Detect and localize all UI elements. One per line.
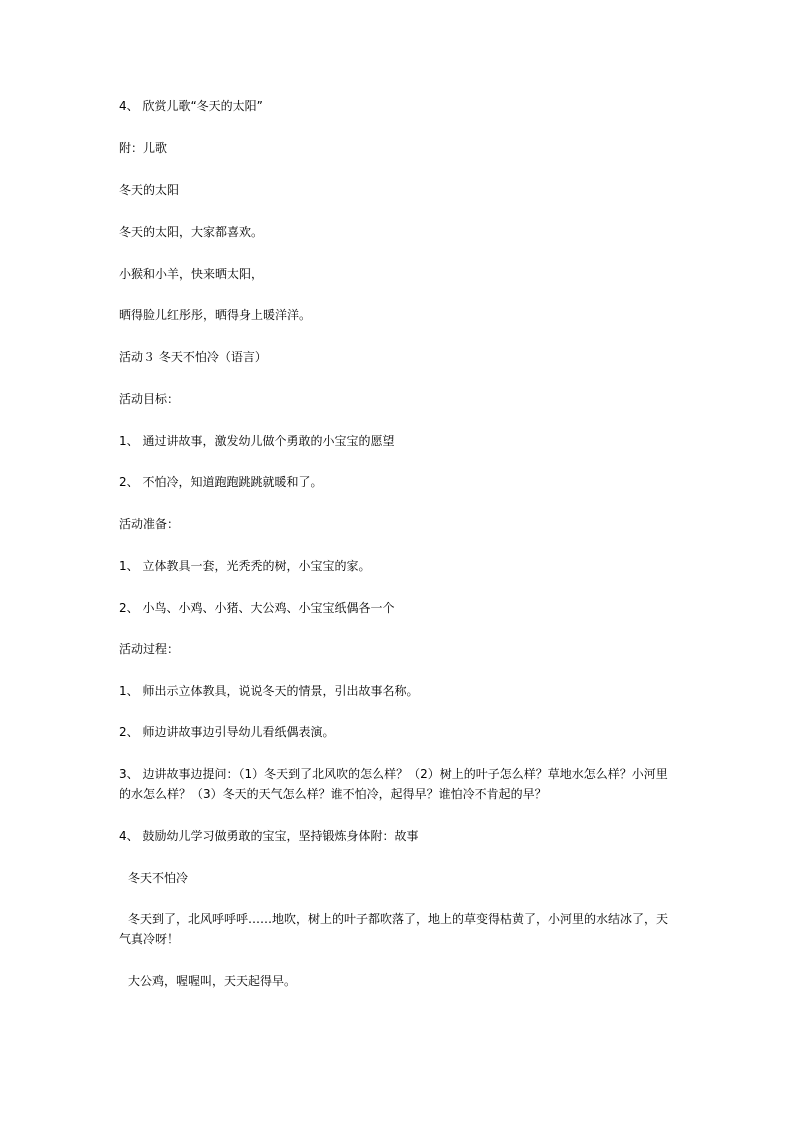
activity-title: 活动３ 冬天不怕冷（语言） — [119, 350, 267, 364]
appendix-label: 附：儿歌 — [119, 141, 168, 155]
poem-line-2: 小猴和小羊，快来晒太阳， — [119, 267, 264, 281]
poem-line-3: 晒得脸儿红彤彤，晒得身上暖洋洋。 — [119, 308, 312, 322]
poem-title: 冬天的太阳 — [119, 183, 180, 197]
section-goals: 活动目标： — [119, 392, 180, 406]
preparation-item-1: 1、 立体教具一套，光秃秃的树，小宝宝的家。 — [119, 559, 371, 573]
story-paragraph-1: 冬天到了，北风呼呼呼……地吹，树上的叶子都吹落了，地上的草变得枯黄了，小河里的水结冰了，天气真冷呀！ — [119, 912, 669, 946]
process-item-1: 1、 师出示立体教具，说说冬天的情景，引出故事名称。 — [119, 684, 419, 698]
goal-item-1: 1、 通过讲故事，激发幼儿做个勇敢的小宝宝的愿望 — [119, 434, 395, 448]
section-process: 活动过程： — [119, 642, 180, 656]
process-item-4: 4、 鼓励幼儿学习做勇敢的宝宝，坚持锻炼身体附：故事 — [119, 829, 419, 843]
preparation-item-2: 2、 小鸟、小鸡、小猪、大公鸡、小宝宝纸偶各一个 — [119, 601, 395, 615]
poem-line-1: 冬天的太阳，大家都喜欢。 — [119, 225, 264, 239]
goal-item-2: 2、 不怕冷，知道跑跑跳跳就暖和了。 — [119, 475, 323, 489]
story-paragraph-2: 大公鸡，喔喔叫，天天起得早。 — [128, 974, 297, 988]
process-item-3: 3、 边讲故事边提问：（1）冬天到了北风吹的怎么样？（2）树上的叶子怎么样？草地水怎么样？小河里的水怎么样？（3）冬天的天气怎么样？谁不怕冷，起得早？谁怕冷不肯起的早？ — [119, 767, 668, 801]
heading-item-4-nursery-rhyme: 4、 欣赏儿歌“冬天的太阳” — [119, 99, 263, 113]
story-title: 冬天不怕冷 — [128, 871, 189, 885]
process-item-2: 2、 师边讲故事边引导幼儿看纸偶表演。 — [119, 725, 335, 739]
section-preparation: 活动准备： — [119, 517, 180, 531]
